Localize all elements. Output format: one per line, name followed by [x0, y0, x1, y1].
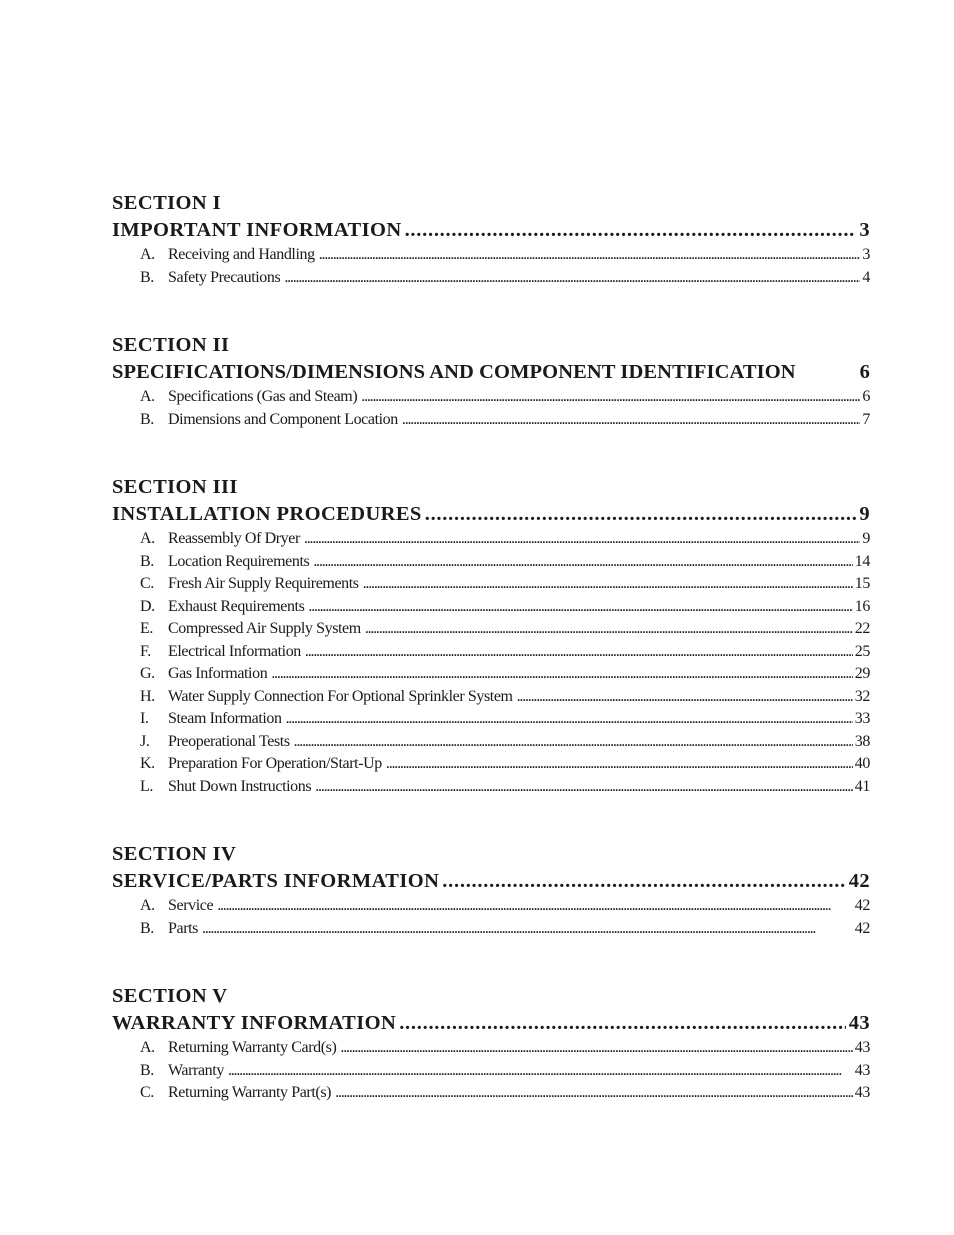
- entry-letter: B.: [140, 552, 154, 570]
- toc-section: [112, 983, 870, 1105]
- entry-page-number: 14: [854, 552, 870, 570]
- section-title-row[interactable]: [112, 1010, 870, 1037]
- section-label: SECTION II: [112, 334, 230, 356]
- entry-letter: A.: [140, 246, 155, 263]
- toc-entry[interactable]: [112, 573, 870, 596]
- section-title: SPECIFICATIONS/DIMENSIONS AND COMPONENT IDENTIFICATION: [112, 361, 796, 383]
- entry-label: Service: [168, 897, 214, 914]
- toc-entry[interactable]: [112, 551, 870, 574]
- entry-label: Warranty: [168, 1061, 224, 1079]
- dot-leader: [315, 776, 853, 799]
- dot-leader: [284, 267, 860, 290]
- toc-entry[interactable]: [112, 686, 870, 709]
- dot-leader: [425, 501, 857, 528]
- entry-letter: I.: [140, 710, 149, 727]
- entry-page-number: 43: [854, 1061, 870, 1079]
- dot-leader: [517, 686, 853, 709]
- section-title: INSTALLATION PROCEDURES: [112, 503, 422, 525]
- section-title-row[interactable]: [112, 359, 870, 386]
- entry-label: Water Supply Connection For Optional Sprinkler System: [168, 687, 513, 705]
- entry-page-number: 42: [854, 897, 870, 914]
- entry-label: Receiving and Handling: [168, 246, 315, 263]
- entry-page-number: 7: [862, 410, 870, 428]
- section-title-row[interactable]: [112, 501, 870, 528]
- section-page-number: 6: [859, 361, 870, 383]
- entry-page-number: 22: [854, 620, 870, 637]
- toc-entry[interactable]: [112, 895, 870, 918]
- dot-leader: [386, 753, 853, 776]
- section-page-number: 3: [859, 219, 870, 241]
- entry-letter: G.: [140, 665, 155, 682]
- entry-label: Steam Information: [168, 710, 282, 727]
- entry-letter: L.: [140, 777, 153, 795]
- dot-leader: [286, 708, 853, 731]
- dot-leader: [202, 918, 853, 941]
- entry-label: Safety Precautions: [168, 268, 281, 286]
- entry-letter: J.: [140, 732, 150, 750]
- section-page-number: 9: [859, 503, 870, 525]
- entry-letter: H.: [140, 687, 155, 705]
- toc-entry[interactable]: [112, 409, 870, 432]
- entry-label: Exhaust Requirements: [168, 597, 305, 615]
- entry-page-number: 38: [854, 732, 870, 750]
- dot-leader: [319, 244, 861, 267]
- entry-page-number: 25: [854, 642, 870, 660]
- section-title-row[interactable]: [112, 217, 870, 244]
- entry-page-number: 40: [854, 755, 870, 772]
- entry-page-number: 32: [854, 687, 870, 705]
- entry-label: Compressed Air Supply System: [168, 620, 361, 637]
- entry-letter: B.: [140, 410, 154, 428]
- toc-section: [112, 841, 870, 940]
- entry-letter: B.: [140, 268, 154, 286]
- toc-entry[interactable]: [112, 753, 870, 776]
- entry-page-number: 15: [854, 575, 870, 592]
- entry-letter: A.: [140, 1039, 155, 1056]
- entry-letter: F.: [140, 642, 151, 660]
- toc-section: [112, 474, 870, 798]
- entry-page-number: 29: [854, 665, 870, 682]
- entry-letter: A.: [140, 530, 155, 547]
- toc-entry[interactable]: [112, 528, 870, 551]
- toc-entry[interactable]: [112, 618, 870, 641]
- section-page-number: 43: [848, 1012, 870, 1034]
- toc-section: [112, 332, 870, 431]
- table-of-contents: [112, 190, 870, 1148]
- entry-label: Electrical Information: [168, 642, 301, 660]
- toc-entry[interactable]: [112, 663, 870, 686]
- entry-label: Location Requirements: [168, 552, 310, 570]
- entry-label: Gas Information: [168, 665, 268, 682]
- section-label: SECTION V: [112, 985, 228, 1007]
- toc-entry[interactable]: [112, 641, 870, 664]
- entry-letter: C.: [140, 575, 154, 592]
- dot-leader: [402, 409, 861, 432]
- toc-entry[interactable]: [112, 731, 870, 754]
- toc-entry[interactable]: [112, 386, 870, 409]
- entry-page-number: 9: [862, 530, 870, 547]
- entry-label: Fresh Air Supply Requirements: [168, 575, 359, 592]
- entry-letter: K.: [140, 755, 155, 772]
- dot-leader: [304, 528, 860, 551]
- toc-entry[interactable]: [112, 1037, 870, 1060]
- entry-label: Returning Warranty Part(s): [168, 1084, 332, 1101]
- toc-entry[interactable]: [112, 1060, 870, 1083]
- entry-letter: D.: [140, 597, 155, 615]
- dot-leader: [340, 1037, 852, 1060]
- dot-leader: [313, 551, 852, 574]
- section-title: IMPORTANT INFORMATION: [112, 219, 402, 241]
- section-page-number: 42: [848, 870, 870, 892]
- entry-letter: E.: [140, 620, 153, 637]
- entry-letter: A.: [140, 388, 155, 405]
- section-title-row[interactable]: [112, 868, 870, 895]
- dot-leader: [405, 217, 857, 244]
- dot-leader: [294, 731, 853, 754]
- toc-entry[interactable]: [112, 776, 870, 799]
- dot-leader: [271, 663, 852, 686]
- dot-leader: [308, 596, 852, 619]
- dot-leader: [363, 573, 853, 596]
- dot-leader: [217, 895, 853, 918]
- dot-leader: [228, 1060, 853, 1083]
- dot-leader: [365, 618, 853, 641]
- entry-label: Shut Down Instructions: [168, 777, 312, 795]
- toc-entry[interactable]: [112, 918, 870, 941]
- entry-label: Preoperational Tests: [168, 732, 290, 750]
- toc-entry[interactable]: [112, 596, 870, 619]
- toc-entry[interactable]: [112, 1082, 870, 1105]
- entry-label: Returning Warranty Card(s): [168, 1039, 337, 1056]
- entry-page-number: 4: [862, 268, 870, 286]
- entry-letter: C.: [140, 1084, 154, 1101]
- entry-label: Specifications (Gas and Steam): [168, 388, 358, 405]
- section-label: SECTION III: [112, 476, 238, 498]
- dot-leader: [442, 868, 845, 895]
- toc-section: [112, 190, 870, 289]
- entry-label: Reassembly Of Dryer: [168, 530, 300, 547]
- entry-label: Parts: [168, 919, 199, 937]
- entry-page-number: 3: [862, 246, 870, 263]
- dot-leader: [305, 641, 853, 664]
- entry-page-number: 16: [854, 597, 870, 615]
- entry-label: Preparation For Operation/Start-Up: [168, 755, 382, 772]
- entry-letter: B.: [140, 1061, 154, 1079]
- entry-label: Dimensions and Component Location: [168, 410, 398, 428]
- section-label: SECTION I: [112, 192, 221, 214]
- toc-entry[interactable]: [112, 244, 870, 267]
- section-title: SERVICE/PARTS INFORMATION: [112, 870, 440, 892]
- dot-leader: [335, 1082, 853, 1105]
- toc-entry[interactable]: [112, 708, 870, 731]
- entry-page-number: 33: [854, 710, 870, 727]
- dot-leader: [399, 1010, 846, 1037]
- entry-page-number: 42: [854, 919, 870, 937]
- entry-letter: B.: [140, 919, 154, 937]
- section-label: SECTION IV: [112, 843, 237, 865]
- entry-page-number: 6: [862, 388, 870, 405]
- entry-page-number: 41: [854, 777, 870, 795]
- dot-leader: [361, 386, 860, 409]
- entry-page-number: 43: [854, 1039, 870, 1056]
- entry-letter: A.: [140, 897, 155, 914]
- entry-page-number: 43: [854, 1084, 870, 1101]
- toc-entry[interactable]: [112, 267, 870, 290]
- section-title: WARRANTY INFORMATION: [112, 1012, 397, 1034]
